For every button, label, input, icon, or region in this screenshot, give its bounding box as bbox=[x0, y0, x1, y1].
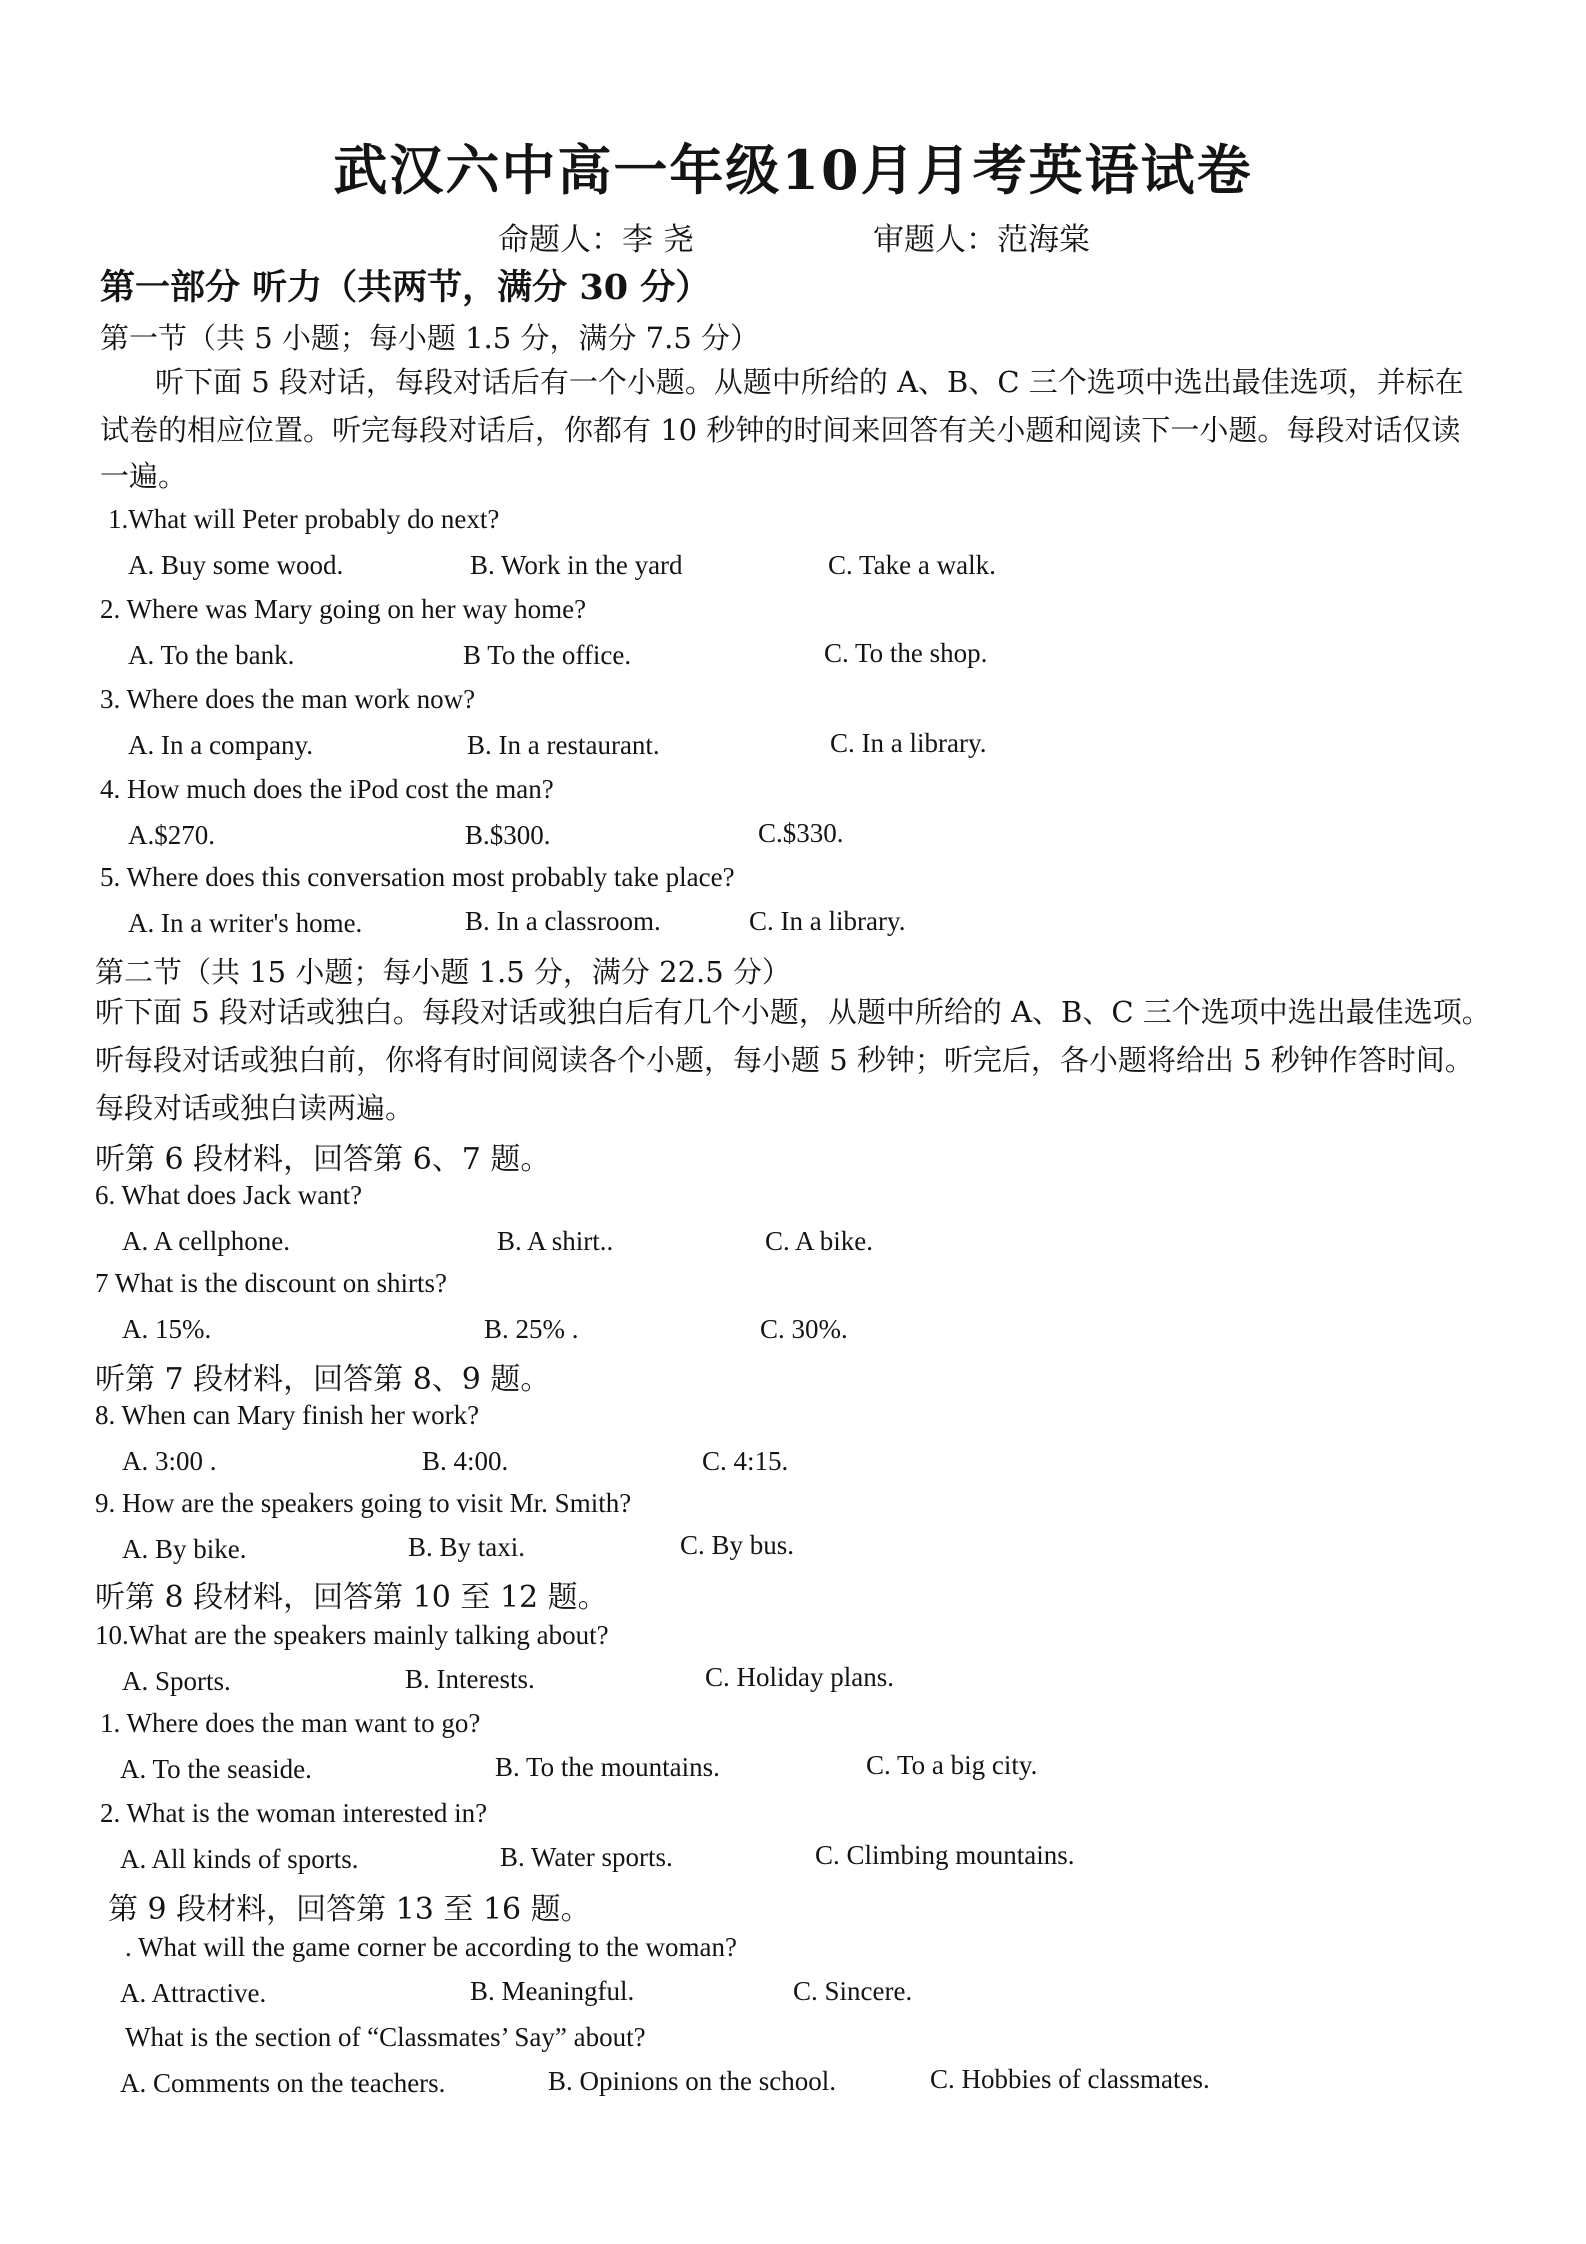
option-c: C. Sincere. bbox=[793, 1976, 913, 2006]
option-c: C. A bike. bbox=[765, 1226, 874, 1256]
author-line: 命题人：李 尧 bbox=[498, 222, 694, 258]
option-b: B. Opinions on the school. bbox=[548, 2066, 836, 2096]
option-c: C. 4:15. bbox=[702, 1446, 789, 1476]
section-two-instruction: 听下面 5 段对话或独白。每段对话或独白后有几个小题，从题中所给的 A、B、C 三个选项中选出最佳选项。 bbox=[95, 995, 1491, 1029]
option-a: A. Buy some wood. bbox=[128, 550, 344, 580]
option-c: C. In a library. bbox=[749, 906, 906, 936]
option-b: B. In a classroom. bbox=[465, 906, 661, 936]
question-text: 1. Where does the man want to go? bbox=[100, 1708, 481, 1738]
option-b: B. Work in the yard bbox=[470, 550, 683, 580]
option-b: B. Water sports. bbox=[500, 1842, 673, 1872]
option-c: C. In a library. bbox=[830, 728, 987, 758]
option-a: A. A cellphone. bbox=[122, 1226, 290, 1256]
section-one-instruction: 听下面 5 段对话，每段对话后有一个小题。从题中所给的 A、B、C 三个选项中选出最佳选项，并标在 bbox=[155, 365, 1464, 399]
option-a: A. Comments on the teachers. bbox=[120, 2068, 446, 2098]
option-a: A. All kinds of sports. bbox=[120, 1844, 359, 1874]
option-a: A. By bike. bbox=[122, 1534, 247, 1564]
question-text: . What will the game corner be according to the woman? bbox=[125, 1932, 738, 1962]
option-a: A. In a company. bbox=[128, 730, 313, 760]
question-text: What is the section of “Classmates’ Say” about? bbox=[125, 2022, 646, 2052]
option-c: C. To a big city. bbox=[866, 1750, 1038, 1780]
question-text: 5. Where does this conversation most probably take place? bbox=[100, 862, 735, 892]
option-a: A.$270. bbox=[128, 820, 215, 850]
option-b: B. 4:00. bbox=[422, 1446, 509, 1476]
option-b: B.$300. bbox=[465, 820, 551, 850]
option-c: C. Hobbies of classmates. bbox=[930, 2064, 1210, 2094]
option-a: A. To the seaside. bbox=[120, 1754, 312, 1784]
question-text: 1.What will Peter probably do next? bbox=[108, 504, 500, 534]
reviewer-line: 审题人：范海棠 bbox=[873, 222, 1090, 258]
material-lead: 听第 8 段材料，回答第 10 至 12 题。 bbox=[95, 1580, 608, 1615]
option-b: B. Meaningful. bbox=[470, 1976, 635, 2006]
section-two-instruction: 每段对话或独白读两遍。 bbox=[95, 1091, 415, 1125]
option-b: B To the office. bbox=[463, 640, 632, 670]
option-a: A. Sports. bbox=[122, 1666, 231, 1696]
section-one-instruction: 试卷的相应位置。听完每段对话后，你都有 10 秒钟的时间来回答有关小题和阅读下一小题。每段对话仅读 bbox=[100, 413, 1461, 447]
option-c: C. Take a walk. bbox=[828, 550, 996, 580]
question-text: 6. What does Jack want? bbox=[95, 1180, 363, 1210]
option-a: A. 15%. bbox=[122, 1314, 212, 1344]
option-c: C. 30%. bbox=[760, 1314, 848, 1344]
option-a: A. Attractive. bbox=[120, 1978, 267, 2008]
question-text: 2. What is the woman interested in? bbox=[100, 1798, 488, 1828]
option-c: C.$330. bbox=[758, 818, 844, 848]
material-lead: 听第 6 段材料，回答第 6、7 题。 bbox=[95, 1142, 551, 1177]
question-text: 2. Where was Mary going on her way home? bbox=[100, 594, 587, 624]
option-b: B. By taxi. bbox=[408, 1532, 526, 1562]
section-one-heading: 第一节（共 5 小题；每小题 1.5 分，满分 7.5 分） bbox=[100, 321, 760, 355]
material-lead: 听第 7 段材料，回答第 8、9 题。 bbox=[95, 1362, 551, 1397]
option-b: B. A shirt.. bbox=[497, 1226, 614, 1256]
question-text: 10.What are the speakers mainly talking about? bbox=[95, 1620, 609, 1650]
question-text: 3. Where does the man work now? bbox=[100, 684, 476, 714]
question-text: 9. How are the speakers going to visit Mr. Smith? bbox=[95, 1488, 632, 1518]
part-one-heading: 第一部分 听力（共两节，满分 30 分） bbox=[100, 267, 711, 308]
option-b: B. In a restaurant. bbox=[467, 730, 660, 760]
option-c: C. To the shop. bbox=[824, 638, 988, 668]
option-b: B. Interests. bbox=[405, 1664, 535, 1694]
question-text: 7 What is the discount on shirts? bbox=[95, 1268, 447, 1298]
question-text: 4. How much does the iPod cost the man? bbox=[100, 774, 554, 804]
option-c: C. Climbing mountains. bbox=[815, 1840, 1075, 1870]
section-two-instruction: 听每段对话或独白前，你将有时间阅读各个小题，每小题 5 秒钟；听完后，各小题将给出 5 秒钟作答时间。 bbox=[95, 1043, 1474, 1077]
material-lead: 第 9 段材料，回答第 13 至 16 题。 bbox=[108, 1892, 591, 1927]
option-a: A. 3:00 . bbox=[122, 1446, 217, 1476]
section-two-heading: 第二节（共 15 小题；每小题 1.5 分，满分 22.5 分） bbox=[95, 955, 791, 989]
option-c: C. By bus. bbox=[680, 1530, 795, 1560]
option-b: B. 25% . bbox=[484, 1314, 579, 1344]
exam-title: 武汉六中高一年级10月月考英语试卷 bbox=[333, 138, 1253, 202]
option-c: C. Holiday plans. bbox=[705, 1662, 894, 1692]
option-a: A. To the bank. bbox=[128, 640, 295, 670]
option-b: B. To the mountains. bbox=[495, 1752, 720, 1782]
question-text: 8. When can Mary finish her work? bbox=[95, 1400, 480, 1430]
section-one-instruction: 一遍。 bbox=[100, 459, 188, 493]
option-a: A. In a writer's home. bbox=[128, 908, 363, 938]
